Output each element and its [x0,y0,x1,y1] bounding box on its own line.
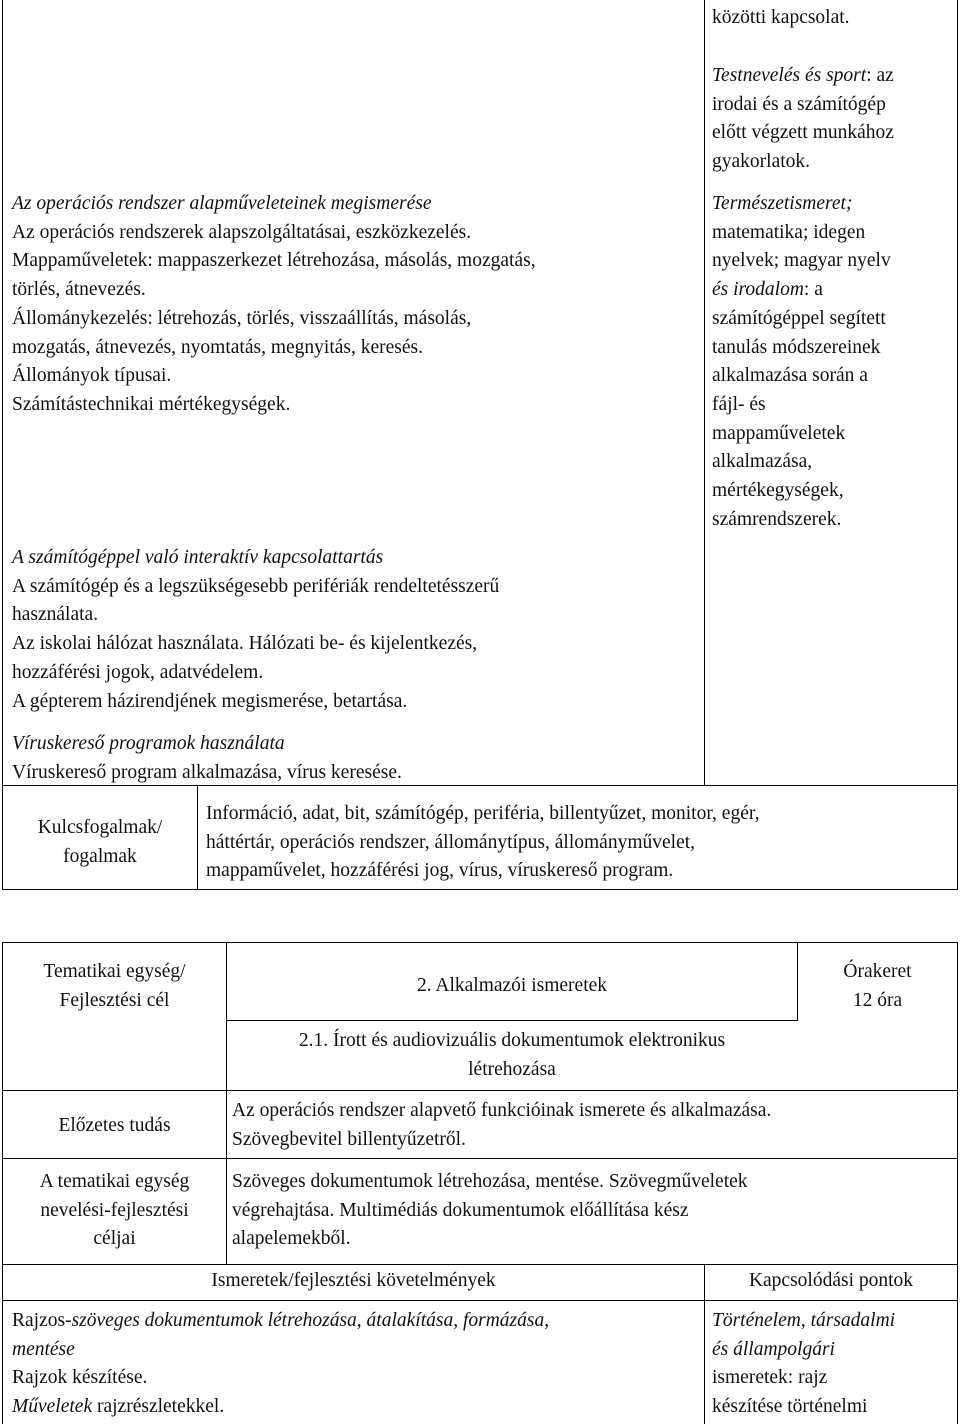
content-line: használata. [12,604,99,626]
links-line: ismeretek: rajz [712,1367,828,1389]
subject-name: és állampolgári [712,1338,835,1360]
border [2,1264,958,1265]
content-line: mozgatás, átnevezés, nyomtatás, megnyitás, keresés. [12,336,423,358]
border [197,785,198,890]
goals-text: Szöveges dokumentumok létrehozása, mentése. Szövegműveletek végrehajtása. Multimédiás dokumentumok előállítása kész alapelemekből. [232,1171,748,1250]
content-column [12,190,536,420]
links-line: mappaműveletek [712,422,846,444]
links-line: számítógéppel segített [712,307,886,329]
keywords-line: mappaművelet, hozzáférési jog, vírus, víruskereső program. [206,860,674,882]
links-column [712,62,894,177]
keywords-line: háttértár, operációs rendszer, állománytípus, állományművelet, [206,831,696,853]
links-line: és irodalom: a [712,279,823,301]
links-column [712,4,850,33]
subject-name: és irodalom [712,279,804,301]
links-line: alkalmazása, [712,451,813,473]
content-line: törlés, átnevezés. [12,279,146,301]
prior-knowledge-text: Az operációs rendszer alapvető funkcióinak ismerete és alkalmazása. Szövegbevitel billentyűzetről. [232,1100,772,1150]
border [704,0,705,786]
content-line: Az iskolai hálózat használata. Hálózati be- és kijelentkezés, [12,633,478,655]
border [2,0,3,890]
border [2,1090,958,1091]
links-line: irodai és a számítógép [712,93,886,115]
keywords-line: Információ, adat, bit, számítógép, periféria, billentyűzet, monitor, egér, [206,803,760,824]
content-column [12,730,402,787]
border [2,889,958,890]
content-line: Számítástechnikai mértékegységek. [12,393,291,415]
section-heading: A számítógéppel való interaktív kapcsolattartás [12,547,384,568]
content-line: Az operációs rendszerek alapszolgáltatásai, eszközkezelés. [12,221,472,243]
links-line: alkalmazása során a [712,365,868,387]
hours-cell [798,958,957,1015]
req-line: Műveletek rajzrészletekkel. [12,1396,225,1418]
border [2,1300,958,1301]
border [2,1158,958,1159]
links-line: Testnevelés és sport: az [712,65,894,86]
links-line: előtt végzett munkához [712,122,894,144]
links-line: tanulás módszereinek [712,336,881,358]
links-line: matematika; idegen [712,221,866,243]
req-line: Rajzos-szöveges dokumentumok létrehozása, átalakítása, formázása, [12,1310,550,1331]
content-line: Állománykezelés: létrehozás, törlés, visszaállítás, másolás, [12,307,472,329]
subunit-title: 2.1. Írott és audiovizuális dokumentumok elektronikus létrehozása [298,1030,726,1080]
req-line: Rajzok készítése. [12,1367,148,1389]
subject-name: Történelem, társadalmi [712,1310,896,1331]
links-line: készítése történelmi [712,1396,868,1418]
subject-name: Testnevelés és sport [712,65,867,86]
hours-label: Órakeret [843,961,912,982]
links-line: gyakorlatok. [712,151,811,173]
prior-knowledge-label: Előzetes tudás [58,1115,171,1136]
unit-title: 2. Alkalmazói ismeretek [416,975,608,996]
content-line: hozzáférési jogok, adatvédelem. [12,661,264,683]
links-line: nyelvek; magyar nyelv [712,250,891,272]
border [957,0,958,890]
requirements-header: Ismeretek/fejlesztési követelmények [211,1270,496,1291]
border [2,942,958,943]
unit-label: Tematikai egység/ Fejlesztési cél [43,961,186,1011]
content-line: A számítógép és a legszükségesebb perifériák rendeltetésszerű [12,575,500,597]
section-heading: Az operációs rendszer alapműveleteinek megismerése [12,193,432,214]
req-line: mentése [12,1338,75,1360]
links-text [712,1307,895,1422]
links-header: Kapcsolódási pontok [748,1270,914,1291]
links-line: közötti kapcsolat. [712,7,850,28]
content-line: A gépterem házirendjének megismerése, betartása. [12,690,408,712]
content-column [12,544,499,716]
content-line: Víruskereső program alkalmazása, vírus keresése. [12,761,402,783]
keywords-list [206,800,759,886]
requirements-text [12,1307,549,1422]
content-line: Mappaműveletek: mappaszerkezet létrehozása, másolás, mozgatás, [12,250,536,272]
subject-name: Természetismeret; [712,193,853,214]
border [957,942,958,1424]
links-line: fájl- és [712,393,766,415]
keywords-label: Kulcsfogalmak/ fogalmak [37,817,163,867]
section-heading: Víruskereső programok használata [12,733,285,754]
links-column [712,190,891,534]
goals-label: A tematikai egység nevelési-fejlesztési céljai [39,1171,190,1250]
links-line: mértékegységek, [712,480,844,502]
hours-value: 12 óra [852,989,903,1011]
content-line: Állományok típusai. [12,365,172,387]
border [226,1020,798,1021]
links-line: számrendszerek. [712,508,842,530]
